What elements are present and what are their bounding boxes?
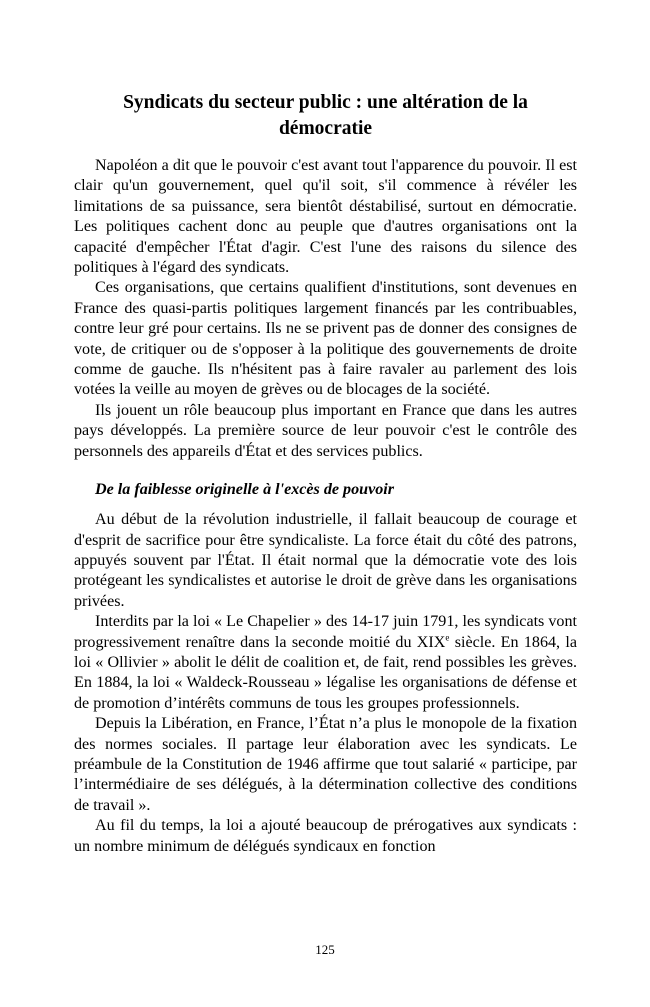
page-body (74, 90, 577, 857)
intro-paragraph-2: Ces organisations, que certains qualifient d'institutions, sont devenues en France des quasi-partis politiques largement financés par les contribuables, contre leur gré pour certains. Ils ne se privent pas de donner des consignes de vote, de critiquer ou de s'opposer à la politique des gouvernements de droite comme de gauche. Ils n'hésitent pas à faire ravaler au parlement des lois votées la veille au moyen de grèves ou de blocages de la société. (74, 279, 577, 399)
section-paragraph-3: Depuis la Libération, en France, l’État n’a plus le monopole de la fixation des normes sociales. Il partage leur élaboration avec les syndicats. Le préambule de la Constitution de 1946 affirme que tout salarié « participe, par l’intermédiaire de ses délégués, à la détermination collective des conditions de travail ». (74, 715, 577, 814)
chapter-title: Syndicats du secteur public : une altération de la démocratie (123, 92, 528, 139)
section-heading: De la faiblesse originelle à l'excès de pouvoir (95, 481, 395, 499)
intro-paragraph-3: Ils jouent un rôle beaucoup plus important en France que dans les autres pays développés. La première source de leur pouvoir c'est le contrôle des personnels des appareils d'État et des services publics. (74, 401, 577, 460)
section-paragraph-2 (74, 612, 577, 714)
century-exponent: e (445, 632, 450, 643)
section-paragraph-2-start: Interdits par la loi « Le Chapelier » des 14-17 juin 1791, les syndicats vont progressivement renaître dans la seconde moitié du XIX (74, 613, 577, 651)
section-paragraph-1: Au début de la révolution industrielle, il fallait beaucoup de courage et d'esprit de sacrifice pour être syndicaliste. La force était du côté des patrons, appuyés souvent par l'État. Il était normal que la démocratie vote des lois protégeant les syndicalistes et autorise le droit de grève dans les organisations privées. (74, 511, 577, 610)
section-paragraph-2-end: siècle. En 1864, la loi « Ollivier » abolit le délit de coalition et, de fait, rend possibles les grèves. En 1884, la loi « Waldeck-Rousseau » légalise les organisations de défense et de promotion d’intérêts communs de tous les groupes professionnels. (74, 633, 577, 712)
section-paragraph-4: Au fil du temps, la loi a ajouté beaucoup de prérogatives aux syndicats : un nombre minimum de délégués syndicaux en fonction (74, 817, 577, 855)
intro-paragraph-1: Napoléon a dit que le pouvoir c'est avant tout l'apparence du pouvoir. Il est clair qu'un gouvernement, quel qu'il soit, s'il commence à révéler les limitations de sa puissance, sera bientôt déstabilisé, surtout en démocratie. Les politiques cachent donc au peuple que d'autres organisations ont la capacité d'empêcher l'État d'agir. C'est l'une des raisons du silence des politiques à l'égard des syndicats. (74, 157, 577, 277)
page-number: 125 (315, 942, 335, 957)
